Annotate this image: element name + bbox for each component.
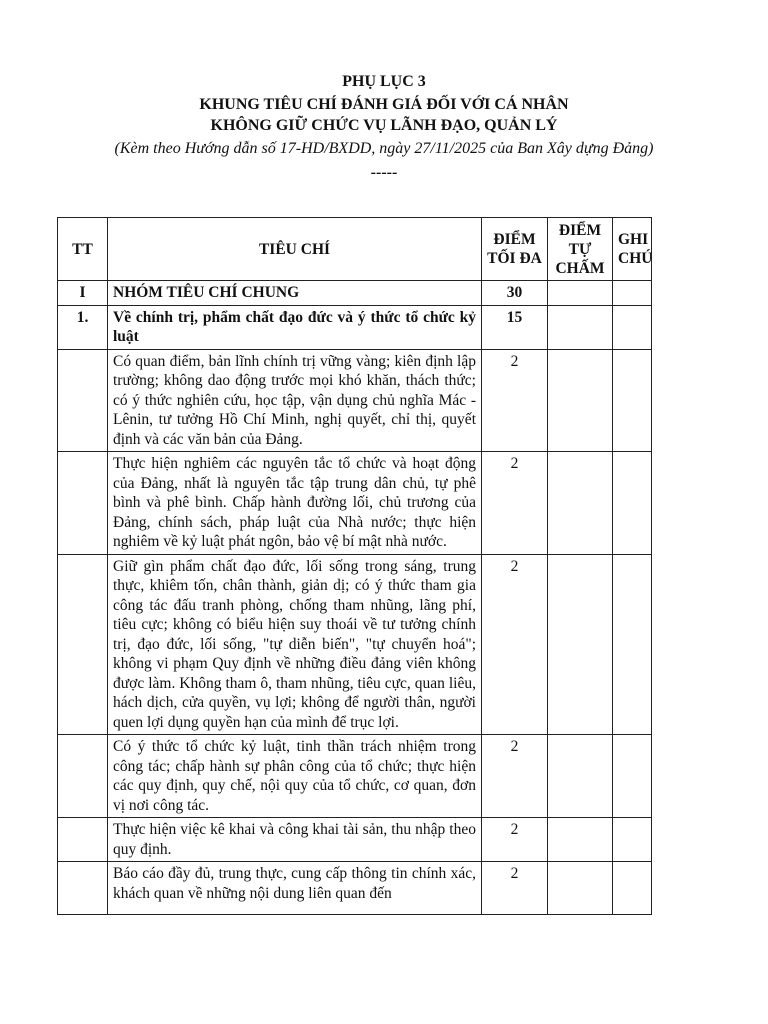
appendix-title: PHỤ LỤC 3 [342, 73, 426, 90]
section-label: Về chính trị, phẩm chất đạo đức và ý thức tổ chức kỷ luật [108, 305, 482, 349]
criteria-table [57, 217, 652, 915]
row-number-cell [58, 452, 108, 555]
criterion-text: Thực hiện việc kê khai và công khai tài sản, thu nhập theo quy định. [108, 818, 482, 862]
criterion-max-score: 2 [482, 349, 548, 452]
section-number: 1. [58, 305, 108, 349]
criterion-text: Có ý thức tổ chức kỷ luật, tinh thần trách nhiệm trong công tác; chấp hành sự phân công của tổ chức; thực hiện các quy định, quy chế, nội quy của tổ chức, cơ quan, đơn vị nơi công tác. [108, 735, 482, 818]
section-max-score: 15 [482, 305, 548, 349]
criterion-self-score-cell[interactable] [548, 452, 613, 555]
criterion-max-score: 2 [482, 452, 548, 555]
table-row [58, 349, 652, 452]
criterion-text: Giữ gìn phẩm chất đạo đức, lối sống trong sáng, trung thực, khiêm tốn, chân thành, giản dị; có ý thức tham gia công tác đấu tranh phòng, chống tham nhũng, lãng phí, tiêu cực; không có biểu hiện suy thoái về tư tưởng chính trị, đạo đức, lối sống, "tự diễn biến", "tự chuyển hoá"; không vi phạm Quy định về những điều đảng viên không được làm. Không tham ô, tham nhũng, tiêu cực, quan liêu, hách dịch, cửa quyền, vụ lợi; không để người thân, người quen lợi dụng quyền hạn của mình để trục lợi. [108, 554, 482, 735]
criterion-note-cell[interactable] [613, 554, 652, 735]
table-row [58, 452, 652, 555]
row-number-cell [58, 735, 108, 818]
criterion-text: Thực hiện nghiêm các nguyên tắc tổ chức và hoạt động của Đảng, nhất là nguyên tắc tập trung dân chủ, tự phê bình và phê bình. Chấp hành đường lối, chủ trương của Đảng, chính sách, pháp luật của Nhà nước; thực hiện nghiêm về kỷ luật phát ngôn, bảo vệ bí mật nhà nước. [108, 452, 482, 555]
header-criteria: TIÊU CHÍ [108, 218, 482, 281]
criterion-note-cell[interactable] [613, 818, 652, 862]
criterion-note-cell[interactable] [613, 862, 652, 915]
group-self-score-cell[interactable] [548, 281, 613, 306]
criterion-note-cell[interactable] [613, 452, 652, 555]
group-row [58, 281, 652, 306]
document-header [0, 70, 768, 185]
framework-title-line2: KHÔNG GIỮ CHỨC VỤ LÃNH ĐẠO, QUẢN LÝ [210, 117, 558, 134]
section-row [58, 305, 652, 349]
group-number: I [58, 281, 108, 306]
criterion-note-cell[interactable] [613, 349, 652, 452]
criterion-self-score-cell[interactable] [548, 349, 613, 452]
group-note-cell[interactable] [613, 281, 652, 306]
criterion-max-score: 2 [482, 862, 548, 915]
criterion-max-score: 2 [482, 554, 548, 735]
criterion-self-score-cell[interactable] [548, 862, 613, 915]
row-number-cell [58, 862, 108, 915]
criterion-text: Có quan điểm, bản lĩnh chính trị vững vàng; kiên định lập trường; không dao động trước mọi khó khăn, thách thức; có ý thức nghiên cứu, học tập, vận dụng chủ nghĩa Mác - Lênin, tư tưởng Hồ Chí Minh, nghị quyết, chỉ thị, quyết định và các văn bản của Đảng. [108, 349, 482, 452]
row-number-cell [58, 554, 108, 735]
reference-note: (Kèm theo Hướng dẫn số 17-HD/BXDD, ngày 27/11/2025 của Ban Xây dựng Đảng) [114, 140, 654, 157]
header-note: GHI CHÚ [613, 218, 652, 281]
separator-dashes: ----- [370, 164, 398, 181]
header-tt: TT [58, 218, 108, 281]
criterion-max-score: 2 [482, 818, 548, 862]
header-max-score: ĐIỂM TỐI ĐA [482, 218, 548, 281]
table-row [58, 735, 652, 818]
table-header-row [58, 218, 652, 281]
criterion-max-score: 2 [482, 735, 548, 818]
table-row [58, 862, 652, 915]
row-number-cell [58, 349, 108, 452]
framework-title-line1: KHUNG TIÊU CHÍ ĐÁNH GIÁ ĐỐI VỚI CÁ NHÂN [199, 96, 569, 113]
section-self-score-cell[interactable] [548, 305, 613, 349]
criterion-self-score-cell[interactable] [548, 554, 613, 735]
row-number-cell [58, 818, 108, 862]
section-note-cell[interactable] [613, 305, 652, 349]
table-row [58, 554, 652, 735]
group-label: NHÓM TIÊU CHÍ CHUNG [108, 281, 482, 306]
criterion-self-score-cell[interactable] [548, 735, 613, 818]
criterion-text-cell [108, 862, 482, 915]
criterion-self-score-cell[interactable] [548, 818, 613, 862]
criterion-text: Báo cáo đầy đủ, trung thực, cung cấp thông tin chính xác, khách quan về những nội dung liên quan đến [113, 865, 476, 902]
header-self-score: ĐIỂM TỰ CHẤM [548, 218, 613, 281]
criterion-note-cell[interactable] [613, 735, 652, 818]
group-max-score: 30 [482, 281, 548, 306]
table-row [58, 818, 652, 862]
